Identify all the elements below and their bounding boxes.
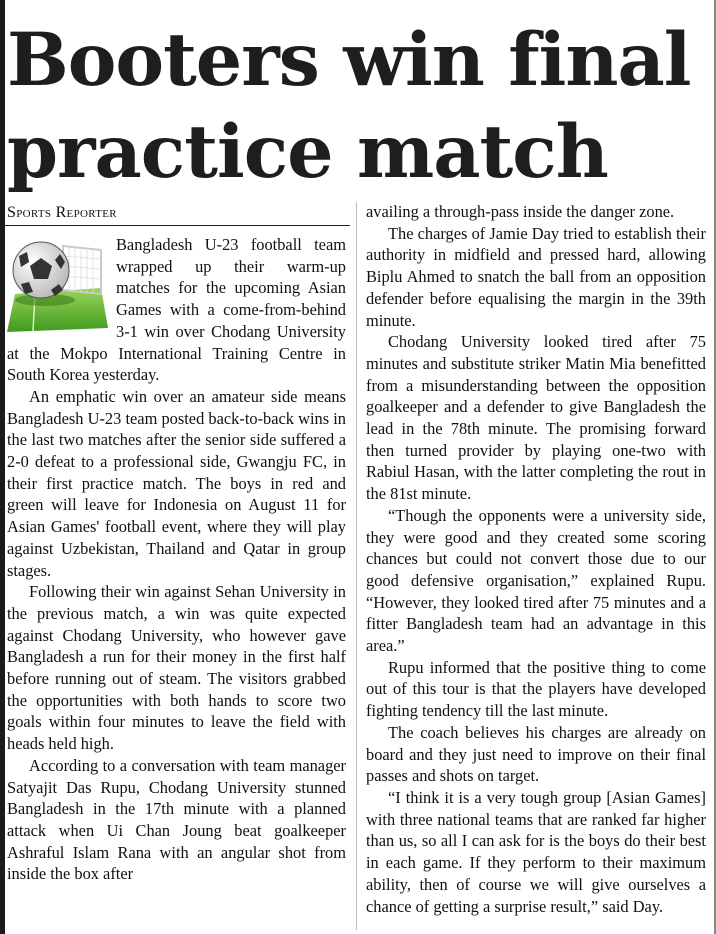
paragraph: Bangladesh U-23 football team wrapped up their warm-up matches for the upcoming Asian Games with a come-from-behind 3-1 win over Chodang University at the Mokpo International Training Centre in South Korea yesterday. [7, 235, 346, 385]
page-edge-left [0, 0, 5, 934]
byline-rule [5, 225, 350, 226]
article-column-left [7, 234, 346, 885]
byline: Sports Reporter [7, 204, 117, 221]
paragraph: availing a through-pass inside the danger zone. [366, 202, 675, 221]
paragraph: Following their win against Sehan University in the previous match, a win was quite expected against Chodang University, who however gave Bangladesh a run for their money in the first half before running out of steam. The visitors grabbed the opportunities with both hands to score two goals within four minutes to leave the field with heads held high. [7, 582, 346, 754]
paragraph: “I think it is a very tough group [Asian Games] with three national teams that are ranked far higher than us, so all I can ask for is the boys do their best in each game. If they perform to their maximum ability, then of course we will give ourselves a chance of getting a surprise result,” said Day. [366, 787, 706, 916]
column-divider [356, 202, 357, 930]
paragraph: Rupu informed that the positive thing to come out of this tour is that the players have developed fighting tendency till the last minute. [366, 657, 706, 721]
paragraph: The coach believes his charges are already on board and they just need to improve on their final passes and shots on target. [366, 722, 706, 786]
article-column-right [366, 201, 706, 917]
paragraph: “Though the opponents were a university side, they were good and they created some scoring chances but could not convert those due to our good defensive organisation,” explained Rupu. “However, they looked tired after 75 minutes and a fitter Bangladesh team had an advantage in this area.” [366, 505, 706, 656]
headline: Booters win final practice match [7, 17, 691, 195]
paragraph: According to a conversation with team manager Satyajit Das Rupu, Chodang University stunned Bangladesh in the 17th minute with a planned attack when Ui Chan Joung beat goalkeeper Ashraful Islam Rana with an angular shot from inside the box after [7, 755, 346, 884]
paragraph: The charges of Jamie Day tried to establish their authority in midfield and pressed hard, allowing Biplu Ahmed to snatch the ball from an opposition defender before equalising the margin in the 39th minute. [366, 223, 706, 330]
paragraph: Chodang University looked tired after 75 minutes and substitute striker Matin Mia benefitted from a misunderstanding between the opposition goalkeeper and a defender to give Bangladesh the lead in the 78th minute. The promising forward then turned provider by playing one-two with Rabiul Hasan, with the latter completing the rout in the 81st minute. [366, 332, 706, 504]
soccer-ball-goal-icon [5, 236, 108, 334]
paragraph: An emphatic win over an amateur side means Bangladesh U-23 team posted back-to-back wins in the last two matches after the senior side suffered a 2-0 defeat to a professional side, Gwangju FC, in their first practice match. The boys in red and green will leave for Indonesia on August 11 for Asian Games' football event, where they will play against Uzbekistan, Thailand and Qatar in group stages. [7, 386, 346, 580]
